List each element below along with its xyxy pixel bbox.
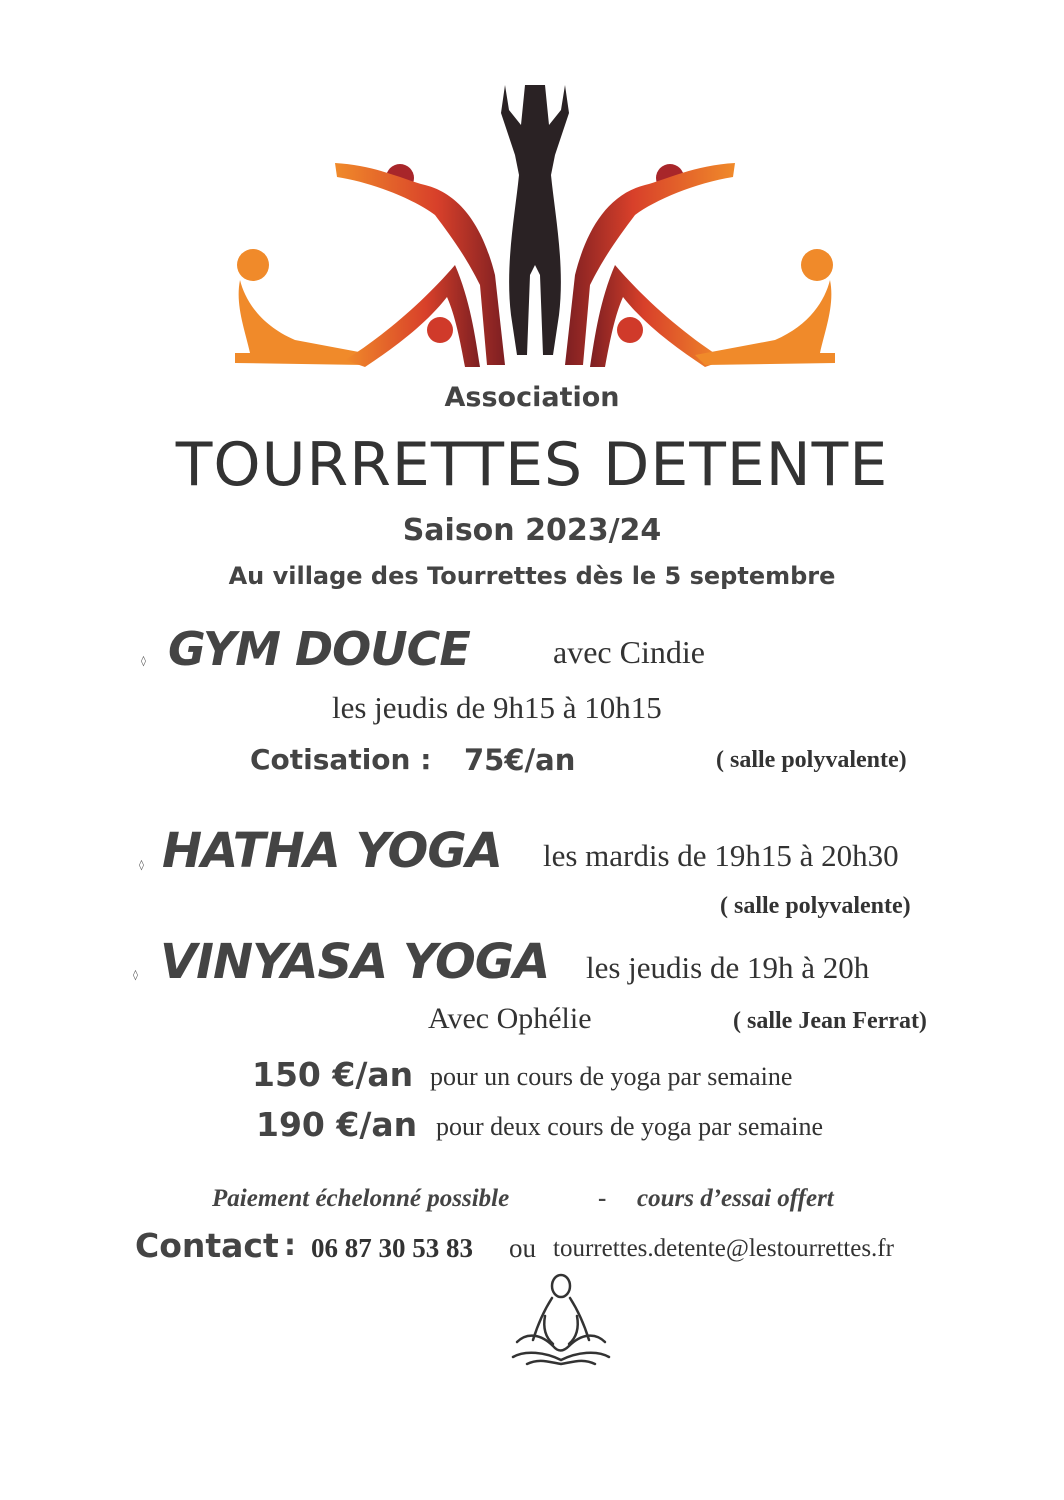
payment-note: Paiement échelonné possible — [212, 1185, 510, 1212]
hatha-yoga-schedule: les mardis de 19h15 à 20h30 — [543, 838, 899, 873]
hatha-yoga-room: ( salle polyvalente) — [720, 893, 911, 919]
yoga-figures-logo — [225, 85, 845, 375]
hatha-yoga-title: HATHA YOGA — [162, 823, 502, 879]
vinyasa-yoga-teacher: Avec Ophélie — [428, 1002, 592, 1035]
contact-email: tourrettes.detente@lestourrettes.fr — [553, 1235, 894, 1262]
season-label: Saison 2023/24 — [402, 513, 662, 548]
diamond-bullet-icon: ◊ — [139, 860, 144, 871]
price-two-courses-desc: pour deux cours de yoga par semaine — [436, 1112, 823, 1141]
vinyasa-yoga-title: VINYASA YOGA — [160, 934, 550, 990]
gym-douce-fee-label: Cotisation : — [250, 743, 432, 776]
notes-separator: - — [598, 1185, 607, 1212]
price-one-course-desc: pour un cours de yoga par semaine — [430, 1062, 793, 1091]
gym-douce-teacher: avec Cindie — [553, 634, 705, 670]
diamond-bullet-icon: ◊ — [133, 970, 138, 981]
gym-douce-fee: 75€/an — [464, 743, 576, 777]
gym-douce-schedule: les jeudis de 9h15 à 10h15 — [332, 690, 662, 725]
price-one-course: 150 €/an — [252, 1055, 414, 1094]
location-label: Au village des Tourrettes dès le 5 septembre — [228, 562, 836, 590]
trial-note: cours d’essai offert — [637, 1185, 834, 1212]
vinyasa-yoga-room: ( salle Jean Ferrat) — [733, 1008, 927, 1034]
gym-douce-title: GYM DOUCE — [168, 622, 470, 676]
diamond-bullet-icon: ◊ — [141, 656, 146, 667]
association-label: Association — [444, 382, 620, 413]
vinyasa-yoga-schedule: les jeudis de 19h à 20h — [586, 950, 870, 985]
gym-douce-room: ( salle polyvalente) — [716, 747, 907, 773]
contact-or: ou — [509, 1233, 536, 1263]
contact-label: Contact — [135, 1226, 279, 1265]
page-title: TOURRETTES DETENTE — [175, 430, 889, 500]
contact-phone: 06 87 30 53 83 — [311, 1233, 473, 1263]
meditation-figure-icon — [505, 1272, 615, 1372]
contact-colon: : — [284, 1228, 296, 1263]
price-two-courses: 190 €/an — [256, 1105, 418, 1144]
